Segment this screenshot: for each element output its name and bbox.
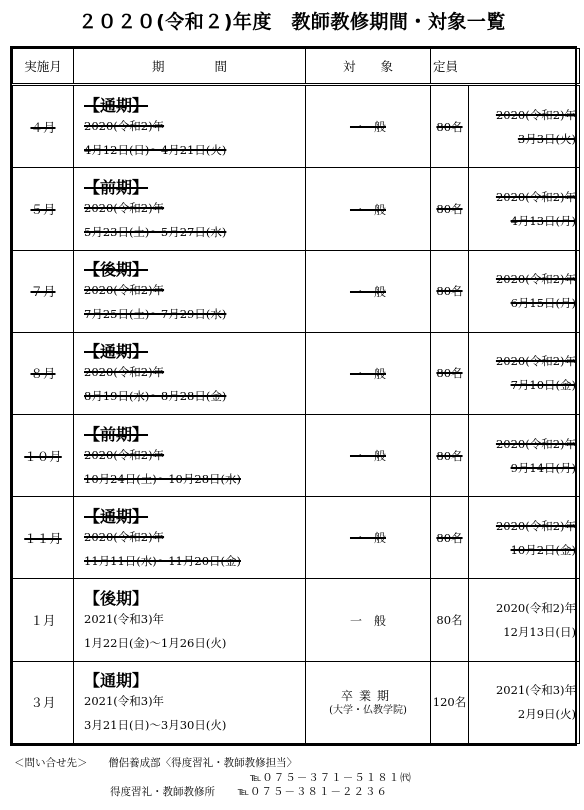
deadline-year: 2020(令和2)年 bbox=[495, 354, 576, 369]
target-cell bbox=[306, 579, 431, 661]
target-cell bbox=[306, 661, 431, 743]
period-year: 2020(令和2)年 bbox=[84, 447, 165, 462]
month-label: １月 bbox=[30, 613, 56, 629]
target-cell bbox=[306, 250, 431, 332]
contact-office: 得度習礼・教師教修所 bbox=[110, 786, 215, 798]
period-cell bbox=[74, 415, 306, 497]
contact-label: ＜問い合せ先＞ bbox=[14, 757, 88, 769]
period-year: 2020(令和2)年 bbox=[84, 201, 165, 216]
deadline-date: 7月10日(金) bbox=[510, 378, 576, 393]
term-label: 【前期】 bbox=[84, 178, 149, 198]
month-cell bbox=[13, 661, 74, 743]
capacity-value: 80名 bbox=[436, 366, 463, 381]
period-cell bbox=[74, 332, 306, 414]
deadline-cell bbox=[469, 497, 580, 579]
contact-phone-main: ℡０７５－３７１－５１８１㈹ bbox=[250, 771, 412, 784]
deadline-year: 2020(令和2)年 bbox=[495, 190, 576, 205]
header-period: 期 間 bbox=[74, 49, 306, 85]
capacity-value: 80名 bbox=[436, 284, 463, 299]
month-label: ５月 bbox=[30, 202, 56, 218]
target-cell bbox=[306, 168, 431, 250]
contact-department: 僧侶養成部〈得度習礼・教師教修担当〉 bbox=[108, 757, 298, 769]
month-cell bbox=[13, 250, 74, 332]
target-label: 一 般 bbox=[349, 284, 386, 299]
period-year: 2020(令和2)年 bbox=[84, 118, 165, 133]
capacity-value: 80名 bbox=[436, 530, 463, 545]
period-year: 2020(令和2)年 bbox=[84, 283, 165, 298]
period-cell bbox=[74, 661, 306, 743]
term-label: 【前期】 bbox=[84, 424, 149, 444]
schedule-row bbox=[13, 497, 580, 579]
period-cell bbox=[74, 497, 306, 579]
deadline-cell bbox=[469, 332, 580, 414]
schedule-row bbox=[13, 579, 580, 661]
period-dates: 3月21日(日)～3月30日(火) bbox=[84, 718, 227, 733]
target-cell bbox=[306, 415, 431, 497]
target-label: 一 般 bbox=[349, 531, 386, 546]
period-cell bbox=[74, 579, 306, 661]
period-cell bbox=[74, 168, 306, 250]
schedule-row bbox=[13, 415, 580, 497]
schedule-table bbox=[12, 48, 580, 744]
deadline-cell bbox=[469, 415, 580, 497]
deadline-date: 10月2日(金) bbox=[510, 542, 576, 557]
period-dates: 4月12日(日)～4月21日(火) bbox=[84, 142, 227, 157]
deadline-cell bbox=[469, 579, 580, 661]
deadline-cell bbox=[469, 168, 580, 250]
contact-line-1 bbox=[14, 756, 574, 771]
header-deadline bbox=[469, 49, 580, 85]
capacity-cell bbox=[431, 168, 469, 250]
term-label: 【通期】 bbox=[84, 342, 149, 362]
deadline-year: 2020(令和2)年 bbox=[495, 601, 576, 616]
period-cell bbox=[74, 250, 306, 332]
header-month: 実施月 bbox=[13, 49, 74, 85]
month-label: ８月 bbox=[30, 366, 56, 382]
month-label: ３月 bbox=[30, 695, 56, 711]
period-dates: 1月22日(金)～1月26日(火) bbox=[84, 636, 227, 651]
deadline-cell bbox=[469, 250, 580, 332]
schedule-table-frame bbox=[10, 46, 577, 746]
month-cell bbox=[13, 168, 74, 250]
period-year: 2020(令和2)年 bbox=[84, 365, 165, 380]
period-dates: 10月24日(土)～10月28日(水) bbox=[84, 471, 241, 486]
month-label: ４月 bbox=[30, 119, 56, 135]
target-label: 一 般 bbox=[349, 202, 386, 217]
deadline-date: 6月15日(月) bbox=[510, 296, 576, 311]
table-header-row bbox=[13, 49, 580, 85]
schedule-row bbox=[13, 661, 580, 743]
deadline-year: 2020(令和2)年 bbox=[495, 436, 576, 451]
capacity-cell bbox=[431, 332, 469, 414]
capacity-cell bbox=[431, 579, 469, 661]
target-cell bbox=[306, 85, 431, 168]
target-label: 一 般 bbox=[349, 613, 386, 628]
term-label: 【通期】 bbox=[84, 506, 149, 526]
schedule-row bbox=[13, 85, 580, 168]
contact-line-3 bbox=[14, 785, 574, 800]
period-dates: 11月11日(水)～11月20日(金) bbox=[84, 553, 241, 568]
schedule-row bbox=[13, 250, 580, 332]
month-cell bbox=[13, 415, 74, 497]
capacity-cell bbox=[431, 415, 469, 497]
contact-info bbox=[14, 756, 574, 800]
capacity-value: 80名 bbox=[436, 119, 463, 134]
target-cell bbox=[306, 332, 431, 414]
capacity-value: 80名 bbox=[436, 202, 463, 217]
term-label: 【後期】 bbox=[84, 260, 149, 280]
target-cell bbox=[306, 497, 431, 579]
deadline-date: 9月14日(月) bbox=[510, 460, 576, 475]
target-note: (大学・仏教学院) bbox=[329, 705, 407, 717]
capacity-value: 80名 bbox=[436, 613, 463, 628]
deadline-year: 2021(令和3)年 bbox=[495, 683, 576, 698]
contact-line-2 bbox=[14, 771, 574, 786]
month-cell bbox=[13, 332, 74, 414]
deadline-date: 4月13日(月) bbox=[510, 214, 576, 229]
month-label: １０月 bbox=[24, 448, 62, 464]
capacity-cell bbox=[431, 661, 469, 743]
target-label: 一 般 bbox=[349, 366, 386, 381]
deadline-date: 3月3日(火) bbox=[517, 131, 576, 146]
contact-phone-office: ℡０７５－３８１－２２３６ bbox=[237, 786, 388, 798]
month-label: ７月 bbox=[30, 284, 56, 300]
month-cell bbox=[13, 497, 74, 579]
schedule-row bbox=[13, 332, 580, 414]
capacity-cell bbox=[431, 250, 469, 332]
capacity-value: 120名 bbox=[432, 695, 467, 710]
period-year: 2021(令和3)年 bbox=[84, 612, 165, 627]
deadline-year: 2020(令和2)年 bbox=[495, 107, 576, 122]
deadline-date: 12月13日(日) bbox=[503, 625, 576, 640]
target-label: 一 般 bbox=[349, 120, 386, 135]
target-label: 卒業期 bbox=[340, 689, 395, 704]
deadline-year: 2020(令和2)年 bbox=[495, 518, 576, 533]
term-label: 【後期】 bbox=[84, 589, 149, 609]
header-capacity: 定員 bbox=[431, 49, 469, 85]
capacity-value: 80名 bbox=[436, 448, 463, 463]
capacity-cell bbox=[431, 497, 469, 579]
schedule-row bbox=[13, 168, 580, 250]
deadline-date: 2月9日(火) bbox=[517, 707, 576, 722]
period-dates: 8月19日(水)～8月28日(金) bbox=[84, 389, 227, 404]
page-title: ２０２０(令和２)年度 教師教修期間・対象一覧 bbox=[78, 11, 506, 33]
capacity-cell bbox=[431, 85, 469, 168]
period-year: 2021(令和3)年 bbox=[84, 694, 165, 709]
deadline-cell bbox=[469, 85, 580, 168]
term-label: 【通期】 bbox=[84, 671, 149, 691]
header-target: 対 象 bbox=[306, 49, 431, 85]
term-label: 【通期】 bbox=[84, 95, 149, 115]
period-cell bbox=[74, 85, 306, 168]
deadline-year: 2020(令和2)年 bbox=[495, 272, 576, 287]
period-dates: 5月23日(土)～5月27日(水) bbox=[84, 225, 227, 240]
period-dates: 7月25日(土)～7月29日(水) bbox=[84, 307, 227, 322]
deadline-cell bbox=[469, 661, 580, 743]
month-label: １１月 bbox=[24, 530, 62, 546]
period-year: 2020(令和2)年 bbox=[84, 529, 165, 544]
month-cell bbox=[13, 85, 74, 168]
month-cell bbox=[13, 579, 74, 661]
target-label: 一 般 bbox=[349, 449, 386, 464]
